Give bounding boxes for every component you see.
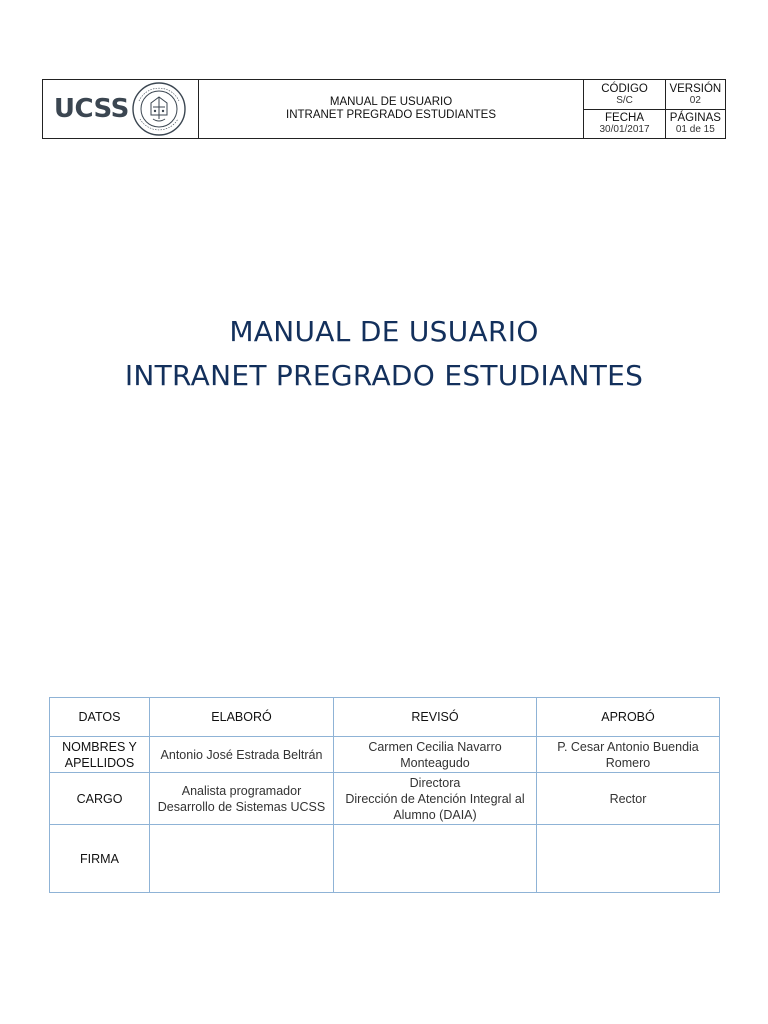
- cargo-elaboro: [150, 773, 334, 825]
- header-datos: DATOS: [50, 698, 150, 737]
- table-row-cargo: [50, 773, 720, 825]
- paginas-label: PÁGINAS: [669, 112, 721, 125]
- fecha-value: 30/01/2017: [599, 124, 650, 136]
- cargo-reviso-line3: Alumno (DAIA): [393, 807, 477, 822]
- cargo-reviso-line2: Dirección de Atención Integral al: [345, 791, 525, 806]
- cargo-elaboro-line2: Desarrollo de Sistemas UCSS: [157, 799, 326, 814]
- paginas-value: 01 de 15: [675, 124, 715, 136]
- codigo-value: S/C: [616, 94, 633, 106]
- codigo-cell: [584, 80, 665, 110]
- logo-text: UCSS: [53, 94, 129, 124]
- names-elaboro: Antonio José Estrada Beltrán: [150, 737, 334, 773]
- names-label-line1: NOMBRES Y: [62, 739, 137, 754]
- table-header-row: [50, 698, 720, 737]
- firma-label: FIRMA: [50, 825, 150, 893]
- version-value: 02: [689, 94, 701, 106]
- header-title-cell: [198, 80, 584, 139]
- version-label: VERSIÓN: [669, 82, 722, 95]
- header-title-line1: MANUAL DE USUARIO: [329, 96, 453, 108]
- document-title-line1: MANUAL DE USUARIO: [229, 315, 539, 348]
- document-title-line2: INTRANET PREGRADO ESTUDIANTES: [124, 359, 644, 392]
- document-header: [42, 79, 726, 139]
- header-title-line2: INTRANET PREGRADO ESTUDIANTES: [286, 109, 497, 121]
- version-cell: [665, 80, 725, 110]
- names-aprobo-line1: P. Cesar Antonio Buendia: [557, 739, 699, 754]
- fecha-cell: [584, 109, 665, 139]
- university-seal-icon: [131, 81, 187, 137]
- firma-aprobo-field: [537, 825, 720, 893]
- logo-cell: [43, 80, 199, 139]
- names-reviso: [334, 737, 537, 773]
- names-aprobo: [537, 737, 720, 773]
- fecha-label: FECHA: [605, 112, 645, 125]
- approvals-table: [49, 697, 720, 893]
- firma-reviso-field: [334, 825, 537, 893]
- cargo-reviso-line1: Directora: [409, 775, 461, 790]
- cargo-aprobo: Rector: [537, 773, 720, 825]
- document-title: [0, 310, 768, 398]
- header-elaboro: ELABORÓ: [150, 698, 334, 737]
- paginas-cell: [665, 109, 725, 139]
- names-label: [50, 737, 150, 773]
- table-row-firma: [50, 825, 720, 893]
- header-aprobo: APROBÓ: [537, 698, 720, 737]
- names-aprobo-line2: Romero: [605, 755, 651, 770]
- names-label-line2: APELLIDOS: [64, 755, 135, 770]
- codigo-label: CÓDIGO: [601, 82, 648, 95]
- names-reviso-line1: Carmen Cecilia Navarro: [368, 739, 502, 754]
- firma-elaboro-field: [150, 825, 334, 893]
- cargo-label: CARGO: [50, 773, 150, 825]
- table-row-names: [50, 737, 720, 773]
- header-reviso: REVISÓ: [334, 698, 537, 737]
- names-reviso-line2: Monteagudo: [400, 755, 470, 770]
- ucss-logo: [43, 81, 198, 137]
- cargo-elaboro-line1: Analista programador: [181, 783, 302, 798]
- cargo-reviso: [334, 773, 537, 825]
